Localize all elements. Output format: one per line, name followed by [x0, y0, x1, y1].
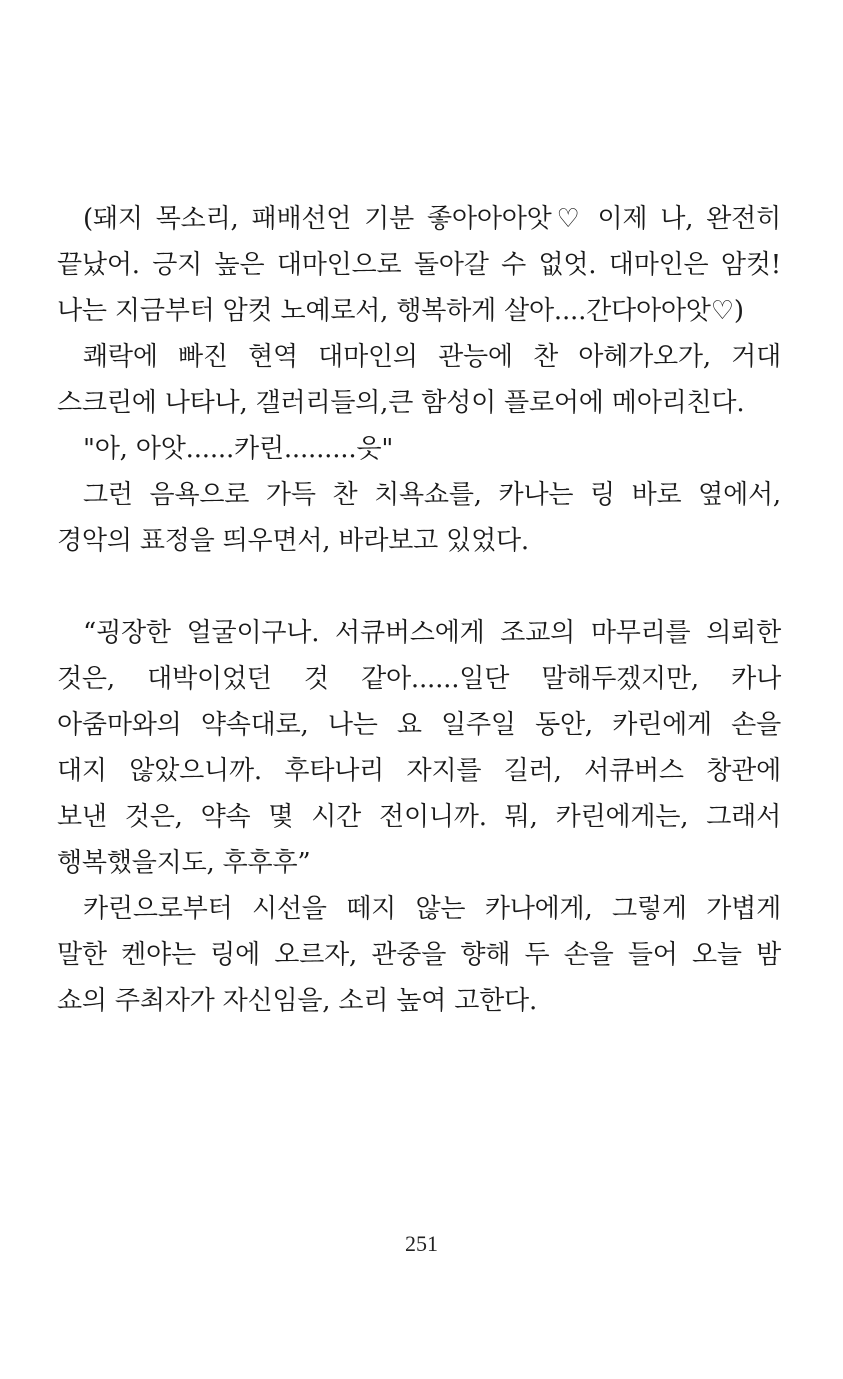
page-number: 251: [405, 1231, 438, 1256]
text-line: 그런 음욕으로 가득 찬 치욕쇼를, 카나는 링 바로 옆에서,: [83, 480, 781, 510]
text-line: 끝났어. 긍지 높은 대마인으로 돌아갈 수 없엇. 대마인은 암컷!: [57, 250, 781, 280]
text-line: 카린으로부터 시선을 떼지 않는 카나에게, 그렇게 가볍게: [83, 894, 781, 924]
body-text: [57, 196, 781, 1024]
text-line: “굉장한 얼굴이구나. 서큐버스에게 조교의 마무리를 의뢰한: [83, 618, 781, 648]
text-line: 경악의 표정을 띄우면서, 바라보고 있었다.: [57, 526, 529, 556]
text-line: 쇼의 주최자가 자신임을, 소리 높여 고한다.: [57, 986, 538, 1016]
paragraph-6: [57, 886, 781, 1024]
text-line: "아, 아앗......카린.........읏": [83, 434, 394, 464]
paragraph-5: [57, 610, 781, 886]
text-line: 아줌마와의 약속대로, 나는 요 일주일 동안, 카린에게 손을: [57, 710, 781, 740]
paragraph-4: [57, 472, 781, 564]
text-line: (돼지 목소리, 패배선언 기분 좋아아아앗♡ 이제 나, 완전히: [83, 204, 781, 234]
paragraph-2: [57, 334, 781, 426]
text-line: 것은, 대박이었던 것 같아......일단 말해두겠지만, 카나: [57, 664, 781, 694]
text-line: 나는 지금부터 암컷 노예로서, 행복하게 살아....간다아아앗♡): [57, 296, 744, 326]
text-line: 말한 켄야는 링에 오르자, 관중을 향해 두 손을 들어 오늘 밤: [57, 940, 781, 970]
text-line: 스크린에 나타나, 갤러리들의,큰 함성이 플로어에 메아리친다.: [57, 388, 745, 418]
text-line: 대지 않았으니까. 후타나리 자지를 길러, 서큐버스 창관에: [57, 756, 781, 786]
text-line: 보낸 것은, 약속 몇 시간 전이니까. 뭐, 카린에게는, 그래서: [57, 802, 781, 832]
text-line: 쾌락에 빠진 현역 대마인의 관능에 찬 아헤가오가, 거대: [83, 342, 781, 372]
text-line: 행복했을지도, 후후후”: [57, 848, 311, 878]
paragraph-3: [57, 426, 781, 472]
paragraph-1: [57, 196, 781, 334]
paragraph-gap: [57, 564, 781, 610]
